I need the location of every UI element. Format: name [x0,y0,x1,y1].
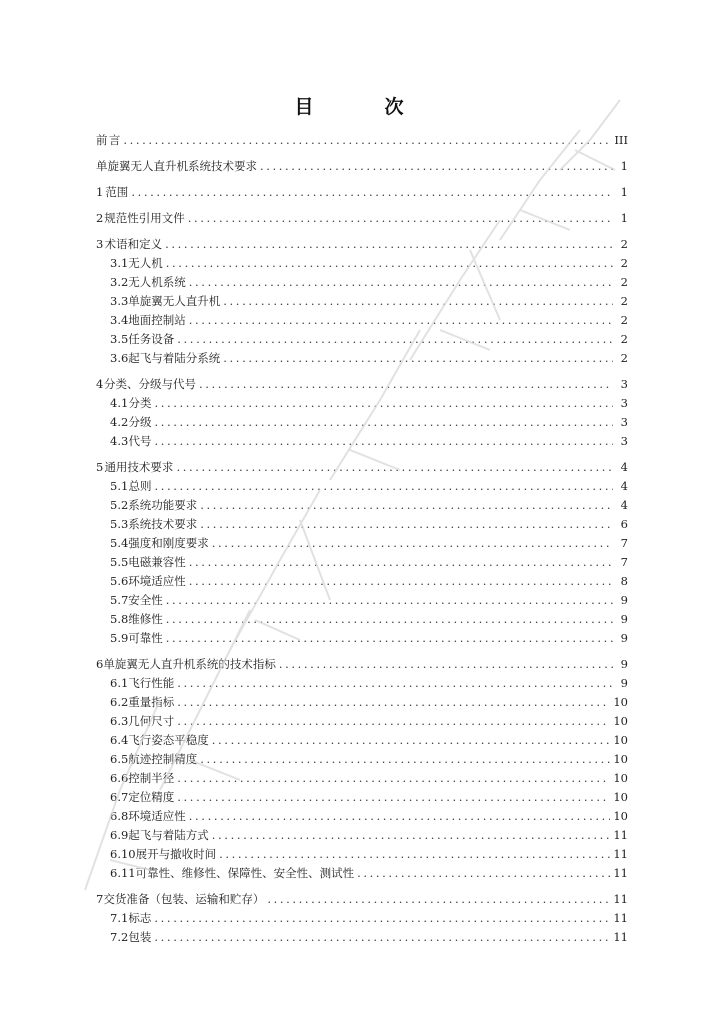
toc-entry-number: 6 [96,657,104,671]
toc-entry-page: 7 [620,555,628,569]
toc-entry-title: 术语和定义 [104,237,163,251]
toc-entry-page: 3 [620,434,628,448]
toc-entry[interactable] [96,630,628,646]
toc-entry[interactable] [96,732,628,748]
dot-leader [155,478,613,494]
toc-entry-number: 6.1 [110,676,129,690]
dot-leader [199,376,613,392]
toc-entry-number: 1 [96,185,104,199]
toc-entry[interactable] [96,376,628,392]
dot-leader [154,929,610,945]
toc-entry-page: 9 [620,676,628,690]
toc-entry-page: 11 [613,828,628,842]
toc-entry-page: 2 [620,237,628,251]
toc-entry-title: 环境适应性 [128,574,186,588]
toc-entry-page: 1 [620,159,628,173]
toc-entry[interactable] [96,255,628,271]
toc-entry-title: 飞行性能 [128,676,175,690]
toc-entry-number: 5.1 [110,479,129,493]
toc-entry-page: 9 [620,657,628,671]
toc-entry-number: 7.1 [110,911,129,925]
toc-entry[interactable] [96,433,628,449]
dot-leader [165,236,613,252]
toc-entry-page: 2 [620,332,628,346]
dot-leader [166,255,613,271]
dot-leader [176,459,613,475]
toc-entry-number: 6.2 [110,695,129,709]
toc-entry-title: 可靠性 [128,631,163,645]
toc-entry-page: 1 [620,185,628,199]
toc-entry-page: 10 [613,695,628,709]
dot-leader [177,331,613,347]
toc-entry-title: 单旋翼无人直升机系统的技术指标 [103,657,276,671]
dot-leader [166,592,613,608]
toc-entry-number: 6.6 [110,771,129,785]
toc-entry-page: 8 [620,574,628,588]
dot-leader [223,350,613,366]
toc-entry-number: 3.6 [110,351,129,365]
toc-entry-number: 5.2 [110,498,129,512]
toc-entry-number: 6.4 [110,733,129,747]
toc-entry[interactable] [96,293,628,309]
toc-entry-number: 5.4 [110,536,129,550]
toc-entry-number: 5.5 [110,555,129,569]
dot-leader [177,713,610,729]
toc-entry[interactable] [96,274,628,290]
toc-entry-page: 2 [620,275,628,289]
toc-entry-number: 3.5 [110,332,129,346]
dot-leader [188,210,613,226]
toc-entry-title: 飞行姿态平稳度 [128,733,209,747]
toc-entry[interactable] [96,478,628,494]
toc-entry-number: 3.1 [110,256,129,270]
toc-entry-number: 6.7 [110,790,129,804]
dot-leader [189,274,613,290]
toc-entry[interactable] [96,694,628,710]
toc-entry[interactable] [96,236,628,252]
dot-leader [189,808,611,824]
toc-entry-title: 交货准备（包装、运输和贮存） [103,892,265,906]
dot-leader [177,675,613,691]
toc-entry-title: 单旋翼无人直升机 [128,294,221,308]
toc-entry-page: 3 [620,415,628,429]
toc-entry-title: 重量指标 [128,695,175,709]
page-title: 目 次 [294,96,430,118]
toc-entry[interactable] [96,535,628,551]
toc-entry-page: 7 [620,536,628,550]
toc-entry[interactable] [96,158,628,174]
toc-entry-number: 6.5 [110,752,129,766]
toc-entry-page: 4 [620,460,628,474]
toc-entry[interactable] [96,312,628,328]
toc-entry-title: 包装 [128,930,152,944]
dot-leader [219,846,610,862]
toc-entry-title: 分类、分级与代号 [104,377,196,391]
toc-entry-page: 2 [620,256,628,270]
toc-entry-page: 11 [613,911,628,925]
toc-entry[interactable] [96,770,628,786]
dot-leader [155,433,613,449]
dot-leader [200,497,613,513]
toc-entry-page: III [614,133,628,147]
toc-entry[interactable] [96,611,628,627]
toc-entry-number: 4.2 [110,415,129,429]
dot-leader [155,414,613,430]
toc-entry-title: 航迹控制精度 [128,752,198,766]
dot-leader [357,865,610,881]
toc-entry-page: 10 [613,771,628,785]
toc-entry-title: 强度和刚度要求 [128,536,209,550]
dot-leader [123,132,611,148]
toc-entry-page: 9 [620,631,628,645]
toc-entry-page: 9 [620,593,628,607]
toc-entry-number: 6.10 [110,847,136,861]
toc-entry[interactable] [96,808,628,824]
toc-entry-title: 定位精度 [128,790,175,804]
dot-leader [154,910,610,926]
dot-leader [212,827,611,843]
toc-entry[interactable] [96,827,628,843]
toc-entry-page: 10 [613,790,628,804]
toc-entry-number: 3.4 [110,313,129,327]
toc-entry[interactable] [96,910,628,926]
toc-entry-number: 5 [96,460,104,474]
toc-entry[interactable] [96,554,628,570]
toc-entry-number: 5.7 [110,593,129,607]
toc-entry[interactable] [96,414,628,430]
toc-entry[interactable] [96,865,628,881]
toc-entry[interactable] [96,891,628,907]
toc-entry-page: 2 [620,351,628,365]
toc-entry-number: 6.8 [110,809,129,823]
toc-entry-page: 11 [613,892,628,906]
toc-entry-title: 起飞与着陆方式 [128,828,209,842]
toc-entry-number: 4 [96,377,104,391]
toc-entry-page: 11 [613,930,628,944]
dot-leader [267,891,610,907]
toc-entry-number: 3.2 [110,275,129,289]
toc-entry[interactable] [96,210,628,226]
toc-entry-title: 展开与撤收时间 [135,847,217,861]
toc-entry-page: 3 [620,377,628,391]
toc-entry-page: 9 [620,612,628,626]
toc-entry[interactable] [96,459,628,475]
dot-leader [189,312,613,328]
toc-entry-title: 标志 [128,911,152,925]
dot-leader [212,535,613,551]
toc-entry-title: 电磁兼容性 [128,555,186,569]
toc-entry-title: 维修性 [128,612,163,626]
toc-entry-page: 10 [613,714,628,728]
toc-entry-page: 4 [620,479,628,493]
toc-entry[interactable] [96,132,628,148]
dot-leader [200,751,610,767]
dot-leader [223,293,613,309]
toc-entry-title: 任务设备 [128,332,175,346]
dot-leader [177,770,610,786]
toc-entry[interactable] [96,573,628,589]
dot-leader [189,554,613,570]
toc-entry-title: 分级 [128,415,152,429]
toc-entry[interactable] [96,395,628,411]
toc-entry-title: 环境适应性 [128,809,186,823]
toc-entry-number: 6.11 [110,866,136,880]
toc-entry-title: 系统技术要求 [128,517,198,531]
toc-entry-title: 无人机系统 [128,275,186,289]
toc-entry-title: 起飞与着陆分系统 [128,351,221,365]
toc-entry-title: 言 [108,133,121,147]
dot-leader [279,656,613,672]
toc-entry-page: 2 [620,313,628,327]
dot-leader [189,573,613,589]
toc-entry[interactable] [96,331,628,347]
toc-entry-number: 5.6 [110,574,129,588]
toc-entry-title: 地面控制站 [128,313,186,327]
toc-entry-number: 7 [96,892,104,906]
toc-entry-page: 11 [613,847,628,861]
toc-entry[interactable] [96,184,628,200]
toc-entry-title: 通用技术要求 [104,460,174,474]
toc-entry-page: 10 [613,809,628,823]
toc-entry-title: 分类 [128,396,152,410]
toc-entry-number: 3.3 [110,294,129,308]
dot-leader [177,789,610,805]
toc-entry[interactable] [96,789,628,805]
dot-leader [166,630,613,646]
toc-entry-page: 10 [613,752,628,766]
toc-entry[interactable] [96,713,628,729]
toc-entry-title: 规范性引用文件 [104,211,185,225]
toc-entry-page: 11 [613,866,628,880]
toc-entry-page: 10 [613,733,628,747]
toc-entry-title: 几何尺寸 [128,714,175,728]
toc-entry-title: 范围 [105,185,129,199]
toc-entry-number: 6.3 [110,714,129,728]
toc-entry-title: 可靠性、维修性、保障性、安全性、测试性 [135,866,355,880]
dot-leader [166,611,613,627]
dot-leader [260,158,613,174]
toc-entry-number: 2 [96,211,104,225]
toc-entry[interactable] [96,751,628,767]
toc-entry-title: 安全性 [128,593,163,607]
toc-entry-number: 5.8 [110,612,129,626]
toc-entry-number: 7.2 [110,930,129,944]
toc-entry[interactable] [96,516,628,532]
toc-entry-page: 6 [620,517,628,531]
toc-entry[interactable] [96,675,628,691]
dot-leader [131,184,613,200]
toc-entry-title: 单旋翼无人直升机系统技术要求 [96,159,257,173]
toc-entry-page: 1 [620,211,628,225]
toc-entry[interactable] [96,350,628,366]
toc-entry[interactable] [96,846,628,862]
toc-entry[interactable] [96,656,628,672]
dot-leader [200,516,613,532]
toc-entry-title: 系统功能要求 [128,498,198,512]
toc-entry-title: 总则 [128,479,152,493]
toc-entry-title: 控制半径 [128,771,175,785]
dot-leader [212,732,611,748]
toc-entry-title: 无人机 [128,256,163,270]
toc-entry-number: 5.9 [110,631,129,645]
toc-entry-title: 代号 [128,434,152,448]
toc-entry-page: 2 [620,294,628,308]
toc-entry-number: 3 [96,237,104,251]
toc-entry[interactable] [96,929,628,945]
dot-leader [155,395,613,411]
toc-entry-number: 5.3 [110,517,129,531]
toc-entry-number: 6.9 [110,828,129,842]
toc-entry-number: 4.1 [110,396,129,410]
toc-entry-number: 4.3 [110,434,129,448]
toc-entry-number: 前 [96,133,108,147]
toc-entry-page: 4 [620,498,628,512]
toc-entry-page: 3 [620,396,628,410]
dot-leader [177,694,610,710]
toc-entry[interactable] [96,592,628,608]
toc-entry[interactable] [96,497,628,513]
